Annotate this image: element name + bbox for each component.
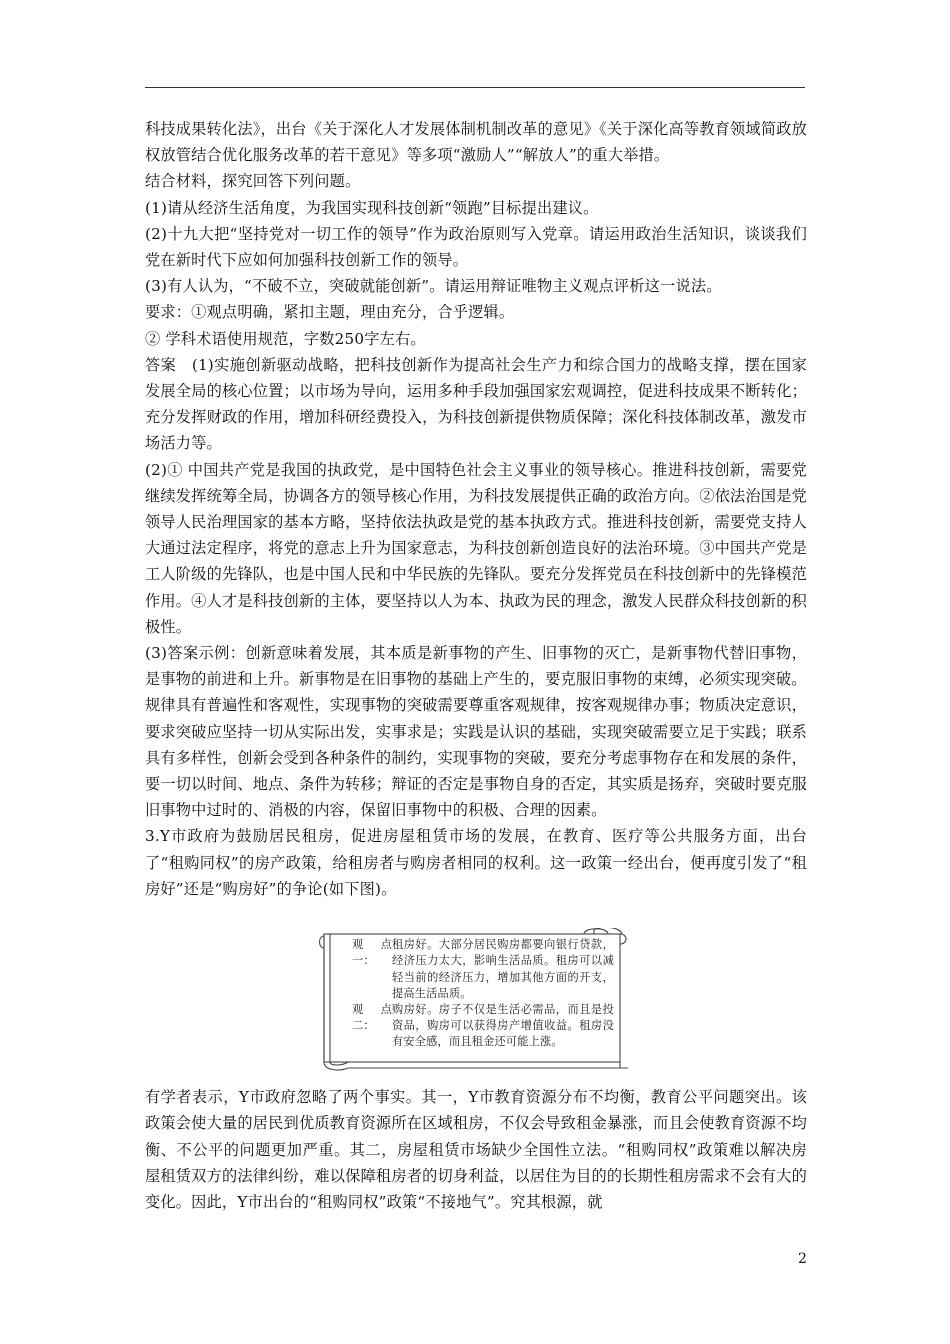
viewpoint-1-label: 观点一： — [352, 938, 392, 968]
viewpoint-2 — [352, 1002, 614, 1051]
answer-3-continued: 规律具有普遍性和客观性，实现事物的突破需要尊重客观规律，按客观规律办事；物质决定意识，要求突破应坚持一切从实际出发，实事求是；实践是认识的基础，实现突破需要立足于实践；联系具有多样性，创新会受到各种条件的制约，实现事物的突破，要充分考虑事物存在和发展的条件，要一切以时间、地点、条件为转移；辩证的否定是事物自身的否定，其实质是扬弃，突破时要克服旧事物中过时的、消极的内容，保留旧事物中的积极、合理的因素。 — [145, 696, 807, 820]
viewpoint-1 — [352, 937, 614, 1002]
answer-2: (2)① 中国共产党是我国的执政党，是中国特色社会主义事业的领导核心。推进科技创新，需要党继续发挥统筹全局，协调各方的领导核心作用，为科技发展提供正确的政治方向。②依法治国是党领导人民治理国家的基本方略，坚持依法执政是党的基本执政方式。推进科技创新，需要党支持人大通过法定程序，将党的意志上升为国家意志，为科技创新创造良好的法治环境。③中国共产党是工人阶级的先锋队，也是中国人民和中华民族的先锋队。要充分发挥党员在科技创新中的先锋模范作用。④人才是科技创新的主体，要坚持以人为本、执政为民的理念，激发人民群众科技创新的积极性。 — [145, 460, 807, 636]
scroll-figure — [318, 928, 634, 1074]
scroll-text — [352, 937, 614, 1050]
answer-3: (3)答案示例：创新意味着发展，其本质是新事物的产生、旧事物的灭亡，是新事物代替旧事物，是事物的前进和上升。新事物是在旧事物的基础上产生的，要克服旧事物的束缚，必须实现突破。 — [145, 644, 807, 689]
viewpoint-1-text: 租房好。大部分居民购房都要向银行贷款，经济压力太大，影响生活品质。租房可以减轻当前的经济压力，增加其他方面的开支，提高生活品质。 — [392, 938, 614, 1000]
paragraph-instruction: 结合材料，探究回答下列问题。 — [145, 172, 361, 191]
requirement-2: ② 学科术语使用规范，字数250字左右。 — [145, 329, 426, 348]
page-number: 2 — [798, 1251, 807, 1267]
answer-1: 答案 (1)实施创新驱动战略，把科技创新作为提高社会生产力和综合国力的战略支撑，摆在国家发展全局的核心位置；以市场为导向，运用多种手段加强国家宏观调控，促进科技成果不断转化；充分发挥财政的作用，增加科研经费投入，为科技创新提供物质保障；深化科技体制改革，激发市场活力等。 — [145, 355, 807, 453]
paragraph-intro: 科技成果转化法》，出台《关于深化人才发展体制机制改革的意见》《关于深化高等教育领域简政放权放管结合优化服务改革的若干意见》等多项“激励人”“解放人”的重大举措。 — [145, 120, 807, 165]
paragraph-scholar: 有学者表示，Y市政府忽略了两个事实。其一，Y市教育资源分布不均衡，教育公平问题突出。该政策会使大量的居民到优质教育资源所在区域租房，不仅会导致租金暴涨，而且会使教育资源不均衡、不公平的问题更加严重。其二，房屋租赁市场缺少全国性立法。“租购同权”政策难以解决房屋租赁双方的法律纠纷，难以保障租房者的切身利益，以居住为目的的长期性租房需求不会有大的变化。因此，Y市出台的“租购同权”政策“不接地气”。究其根源，就 — [145, 1088, 807, 1211]
header-rule — [145, 87, 805, 88]
viewpoint-2-text: 购房好。房子不仅是生活必需品，而且是投资品，购房可以获得房产增值收益。租房没有安全感，而且租金还可能上涨。 — [392, 1002, 614, 1049]
document-body — [145, 116, 807, 1215]
viewpoint-2-label: 观点二： — [352, 1002, 392, 1033]
question-1: (1)请从经济生活角度，为我国实现科技创新“领跑”目标提出建议。 — [145, 198, 599, 217]
question-3-stem: 3.Y市政府为鼓励居民租房，促进房屋租赁市场的发展，在教育、医疗等公共服务方面，出台了“租购同权”的房产政策，给租房者与购房者相同的权利。这一政策一经出台，便再度引发了“租房好”还是“购房好”的争论(如下图)。 — [145, 827, 807, 898]
question-3: (3)有人认为，“不破不立，突破就能创新”。请运用辩证唯物主义观点评析这一说法。 — [145, 277, 722, 296]
question-2: (2)十九大把“坚持党对一切工作的领导”作为政治原则写入党章。请运用政治生活知识，谈谈我们党在新时代下应如何加强科技创新工作的领导。 — [145, 224, 807, 270]
requirement-1: 要求：①观点明确，紧扣主题，理由充分，合乎逻辑。 — [145, 303, 515, 322]
